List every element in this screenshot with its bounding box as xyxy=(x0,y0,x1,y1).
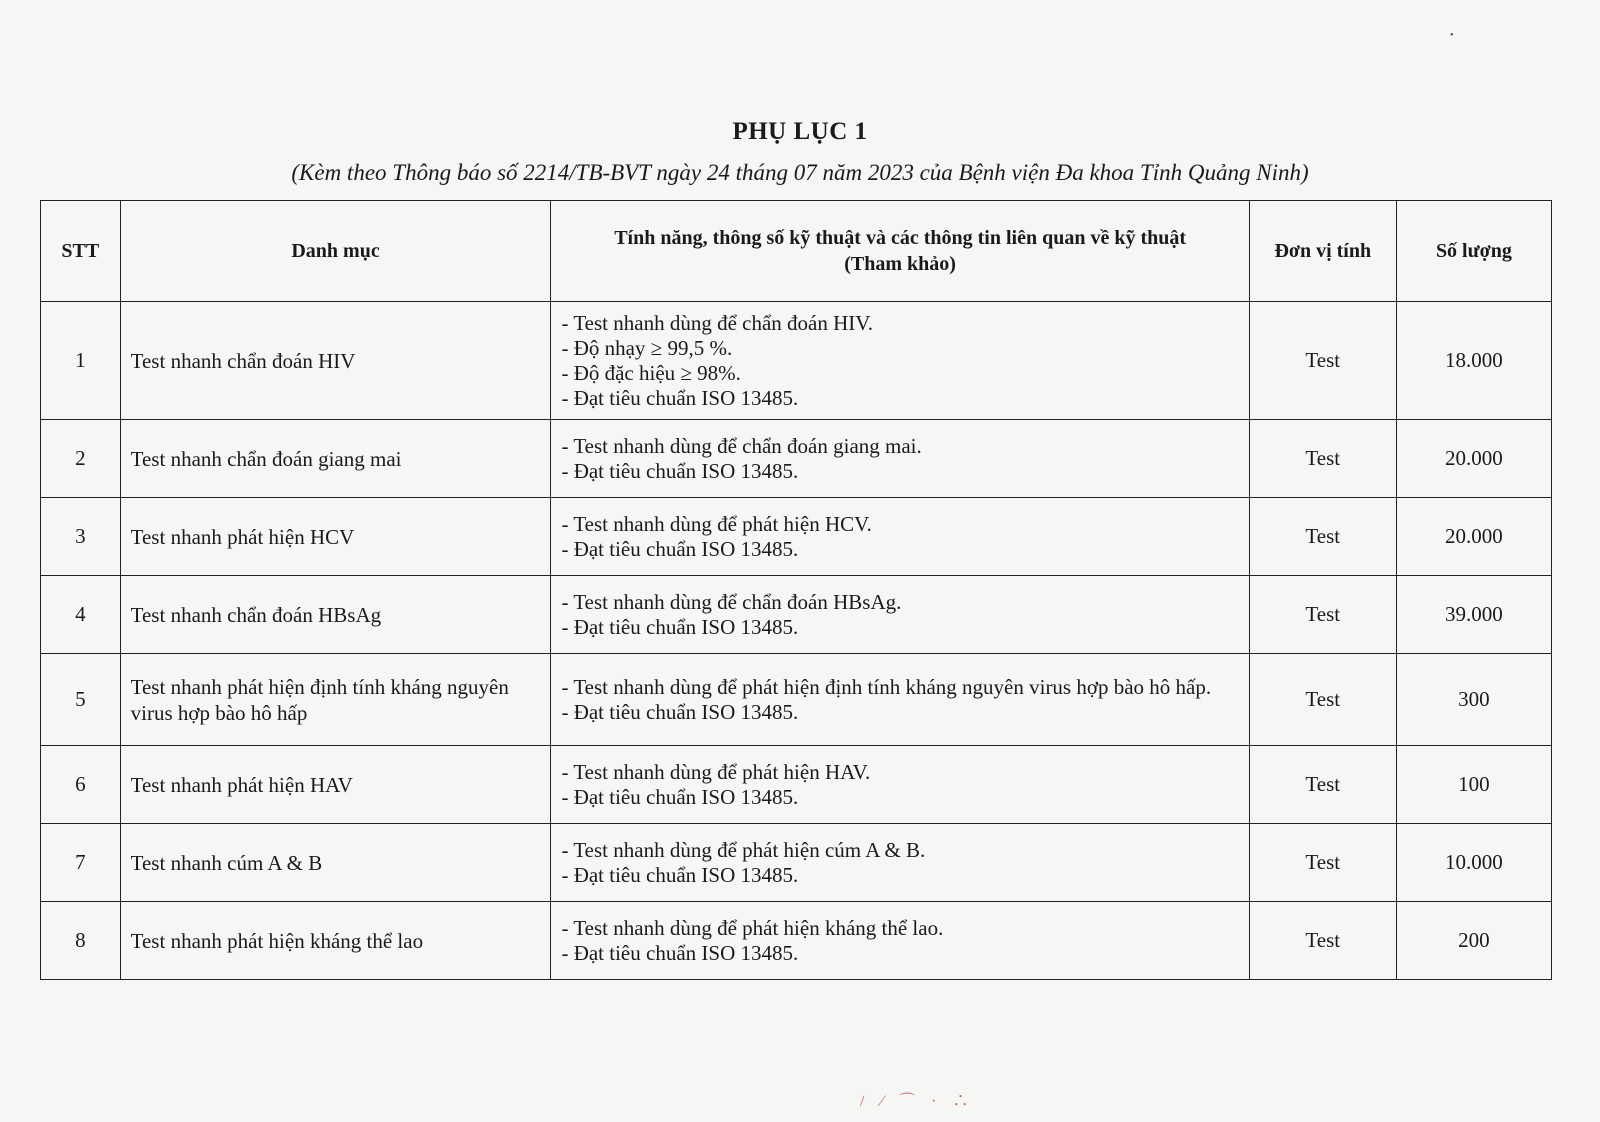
row-qty: 100 xyxy=(1396,746,1551,824)
row-stt: 4 xyxy=(41,576,121,654)
spec-line: - Độ đặc hiệu ≥ 98%. xyxy=(561,360,741,385)
spec-line: - Test nhanh dùng để phát hiện HAV. xyxy=(561,759,871,784)
spec-line: - Đạt tiêu chuẩn ISO 13485. xyxy=(561,862,799,887)
row-unit: Test xyxy=(1249,498,1396,576)
row-name: Test nhanh phát hiện định tính kháng nguyên virus hợp bào hô hấp xyxy=(120,654,551,746)
header-unit: Đơn vị tính xyxy=(1249,201,1396,302)
spec-line: - Đạt tiêu chuẩn ISO 13485. xyxy=(561,614,799,639)
row-stt: 7 xyxy=(41,824,121,902)
row-qty: 300 xyxy=(1396,654,1551,746)
row-stt: 1 xyxy=(41,302,121,420)
row-stt: 6 xyxy=(41,746,121,824)
table-row xyxy=(41,902,1552,980)
header-name: Danh mục xyxy=(120,201,551,302)
table-row xyxy=(41,576,1552,654)
row-unit: Test xyxy=(1249,824,1396,902)
spec-line: - Test nhanh dùng để chẩn đoán HBsAg. xyxy=(561,589,902,614)
row-name: Test nhanh chẩn đoán giang mai xyxy=(120,420,551,498)
spec-line: - Test nhanh dùng để phát hiện HCV. xyxy=(561,511,872,536)
row-stt: 2 xyxy=(41,420,121,498)
row-stt: 5 xyxy=(41,654,121,746)
row-spec xyxy=(551,824,1249,902)
row-qty: 20.000 xyxy=(1396,420,1551,498)
spec-line: - Đạt tiêu chuẩn ISO 13485. xyxy=(561,536,799,561)
spec-line: - Đạt tiêu chuẩn ISO 13485. xyxy=(561,458,799,483)
row-qty: 18.000 xyxy=(1396,302,1551,420)
row-name: Test nhanh chẩn đoán HBsAg xyxy=(120,576,551,654)
row-spec xyxy=(551,902,1249,980)
row-unit: Test xyxy=(1249,746,1396,824)
row-qty: 200 xyxy=(1396,902,1551,980)
spec-line: - Đạt tiêu chuẩn ISO 13485. xyxy=(561,699,799,724)
appendix-table xyxy=(40,200,1552,980)
row-unit: Test xyxy=(1249,302,1396,420)
row-unit: Test xyxy=(1249,576,1396,654)
red-stamp-mark: / ⁄ ⌒ · ∴ xyxy=(860,1093,975,1110)
row-name: Test nhanh phát hiện HAV xyxy=(120,746,551,824)
spec-line: - Test nhanh dùng để chẩn đoán giang mai. xyxy=(561,433,922,458)
row-name: Test nhanh phát hiện HCV xyxy=(120,498,551,576)
table-row xyxy=(41,654,1552,746)
spec-line: - Test nhanh dùng để phát hiện cúm A & B. xyxy=(561,837,926,862)
row-unit: Test xyxy=(1249,654,1396,746)
row-spec xyxy=(551,746,1249,824)
row-spec xyxy=(551,498,1249,576)
row-qty: 39.000 xyxy=(1396,576,1551,654)
row-name: Test nhanh chẩn đoán HIV xyxy=(120,302,551,420)
row-spec xyxy=(551,420,1249,498)
header-spec-line2: (Tham khảo) xyxy=(844,253,956,275)
table-body xyxy=(41,302,1552,980)
spec-line: - Đạt tiêu chuẩn ISO 13485. xyxy=(561,784,799,809)
spec-line: - Test nhanh dùng để phát hiện kháng thể lao. xyxy=(561,915,944,940)
row-unit: Test xyxy=(1249,420,1396,498)
table-header-row xyxy=(41,201,1552,302)
row-name: Test nhanh phát hiện kháng thể lao xyxy=(120,902,551,980)
row-spec xyxy=(551,302,1249,420)
row-spec xyxy=(551,576,1249,654)
spec-line: - Test nhanh dùng để phát hiện định tính kháng nguyên virus hợp bào hô hấp. xyxy=(561,674,1212,699)
row-stt: 8 xyxy=(41,902,121,980)
table-row xyxy=(41,302,1552,420)
header-spec-line1: Tính năng, thông số kỹ thuật và các thông tin liên quan về kỹ thuật xyxy=(614,227,1187,249)
row-qty: 20.000 xyxy=(1396,498,1551,576)
spec-line: - Test nhanh dùng để chẩn đoán HIV. xyxy=(561,310,873,335)
table-row xyxy=(41,420,1552,498)
table-row xyxy=(41,498,1552,576)
row-stt: 3 xyxy=(41,498,121,576)
row-qty: 10.000 xyxy=(1396,824,1551,902)
table-row xyxy=(41,746,1552,824)
document-subtitle: (Kèm theo Thông báo số 2214/TB-BVT ngày 24 tháng 07 năm 2023 của Bệnh viện Đa khoa Tỉnh Quảng Ninh) xyxy=(291,160,1309,185)
spec-line: - Độ nhạy ≥ 99,5 %. xyxy=(561,335,733,360)
spec-line: - Đạt tiêu chuẩn ISO 13485. xyxy=(561,940,799,965)
header-stt: STT xyxy=(41,201,121,302)
row-name: Test nhanh cúm A & B xyxy=(120,824,551,902)
header-qty: Số lượng xyxy=(1396,201,1551,302)
scan-dot-mark: • xyxy=(1450,30,1454,41)
table-row xyxy=(41,824,1552,902)
row-unit: Test xyxy=(1249,902,1396,980)
row-spec xyxy=(551,654,1249,746)
spec-line: - Đạt tiêu chuẩn ISO 13485. xyxy=(561,385,799,410)
document-title: PHỤ LỤC 1 xyxy=(732,118,868,145)
header-spec xyxy=(551,201,1249,302)
